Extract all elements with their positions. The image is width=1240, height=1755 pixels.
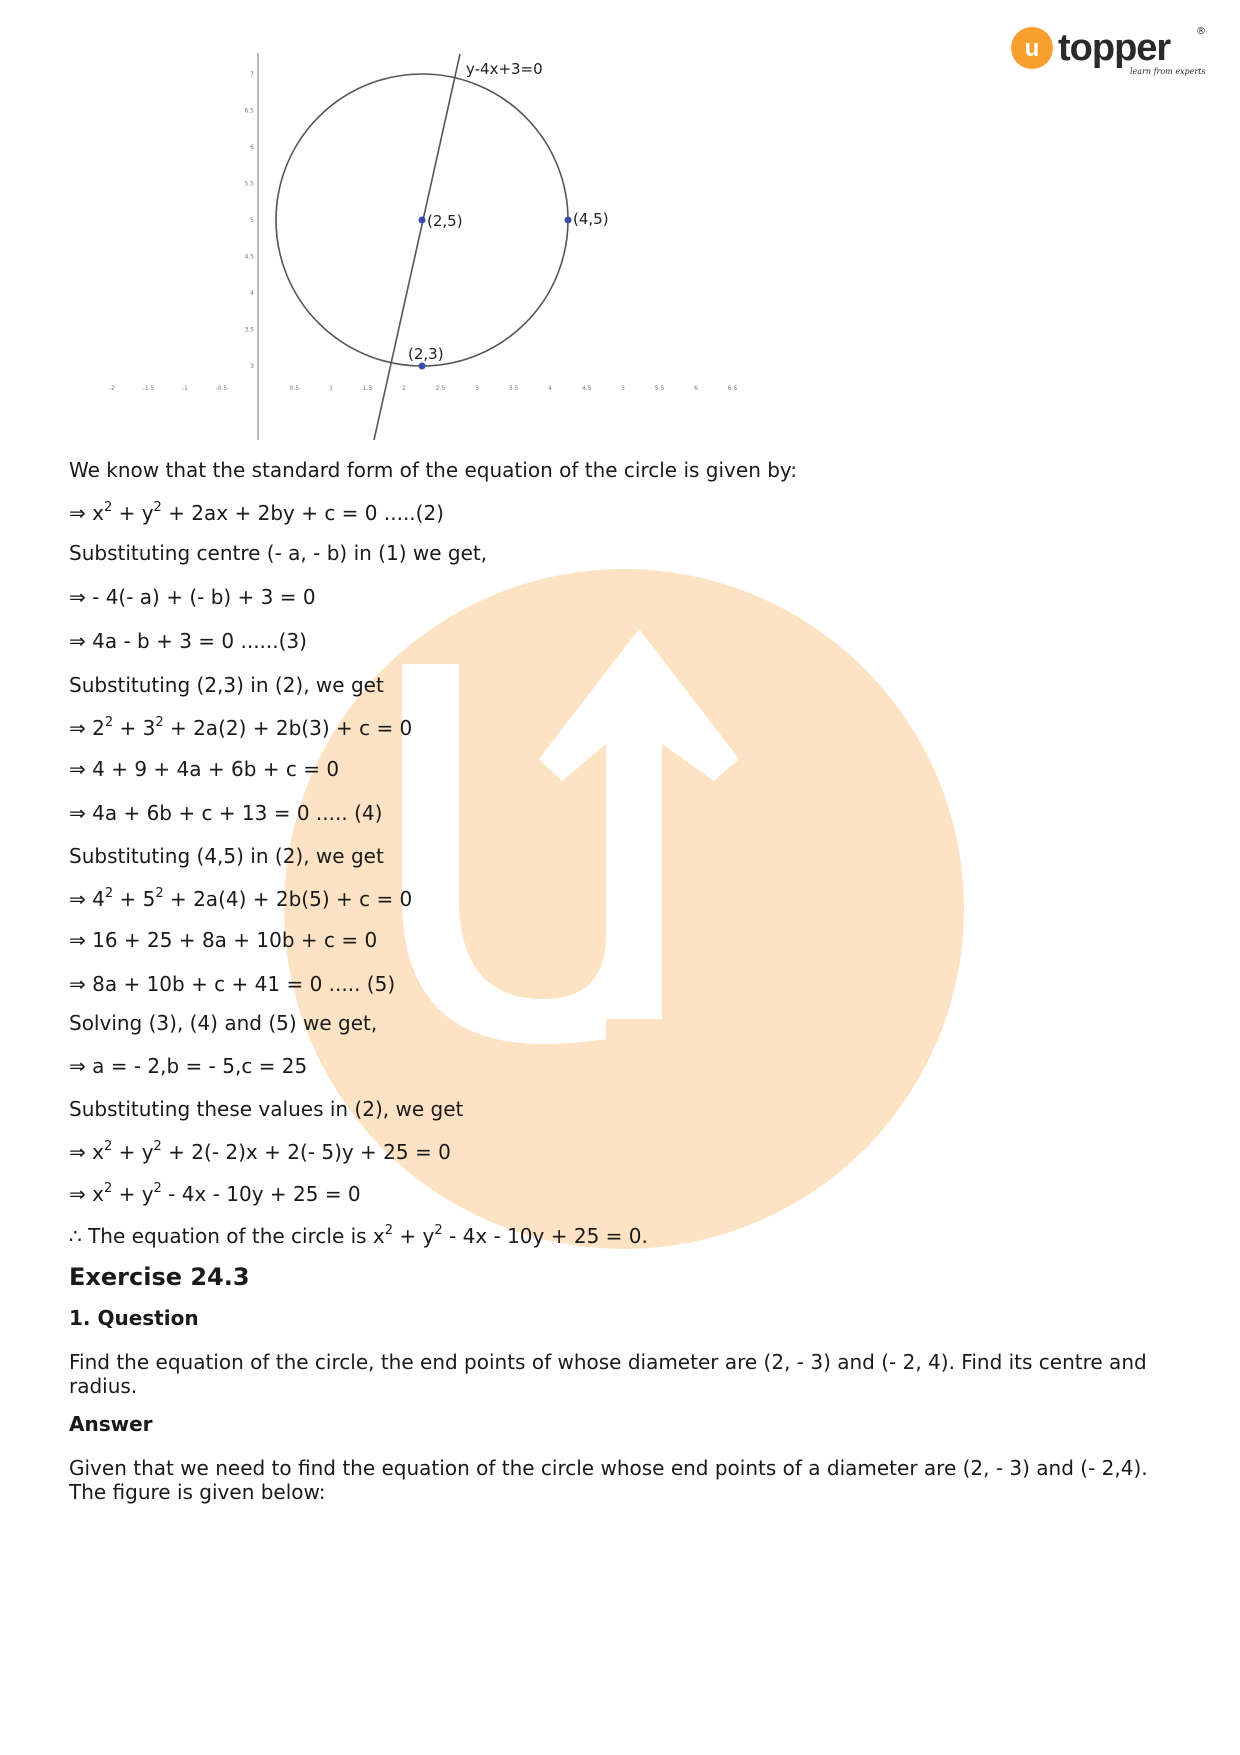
exponent: 2	[155, 886, 164, 902]
equation-4-5-a	[69, 887, 1179, 911]
equation-2-3-b: ⇒ 4 + 9 + 4a + 6b + c = 0	[69, 757, 340, 781]
y-tick-label: 3	[250, 363, 254, 370]
logo-tagline: learn from experts	[1130, 67, 1206, 76]
exponent: 2	[153, 1139, 162, 1155]
exercise-title: Exercise 24.3	[69, 1263, 250, 1291]
x-tick-label: 1.5	[362, 385, 373, 392]
exponent: 2	[103, 1139, 113, 1155]
eq-part: ⇒ x	[69, 1182, 104, 1206]
line-label: y-4x+3=0	[466, 60, 543, 78]
x-tick-label: 4.5	[581, 385, 592, 392]
x-tick-label: 2.5	[435, 385, 446, 392]
exponent: 2	[104, 886, 114, 902]
equation-final-b	[69, 1182, 1179, 1206]
y-tick-label: 5.5	[244, 180, 254, 188]
eq-part: + y	[393, 1224, 435, 1248]
solution-values: ⇒ a = - 2,b = - 5,c = 25	[69, 1054, 308, 1078]
y-axis-ticks	[244, 71, 254, 370]
eq-part: ⇒ x	[69, 1140, 104, 1164]
question-label: 1. Question	[69, 1306, 199, 1330]
y-tick-label: 5	[250, 217, 254, 224]
equation-3: ⇒ 4a - b + 3 = 0 ......(3)	[69, 629, 307, 653]
substitute-values-text: Substituting these values in (2), we get	[69, 1097, 464, 1121]
eq-part: + 3	[113, 716, 156, 740]
y-tick-label: 6	[250, 144, 254, 151]
circle-graph	[88, 48, 808, 448]
conclusion-text	[69, 1224, 1179, 1248]
x-tick-label: 5.5	[654, 385, 665, 392]
eq-part: - 4x - 10y + 25 = 0	[161, 1182, 361, 1206]
secant-line	[374, 54, 460, 440]
x-axis-ticks	[109, 385, 737, 392]
point-label-4-5: (4,5)	[573, 210, 609, 228]
x-tick-label: 2	[402, 385, 406, 392]
x-tick-label: 6	[694, 385, 698, 392]
x-tick-label: 4	[548, 385, 552, 392]
solving-text: Solving (3), (4) and (5) we get,	[69, 1011, 378, 1035]
point-4-5	[565, 217, 572, 224]
exponent: 2	[103, 1181, 113, 1197]
exponent: 2	[434, 1223, 443, 1239]
topper-logo	[1010, 22, 1210, 82]
intro-text: We know that the standard form of the equation of the circle is given by:	[69, 458, 798, 482]
logo-registered-mark: ®	[1196, 26, 1206, 37]
eq-part: + 2ax + 2by + c = 0 .....(2)	[161, 501, 444, 525]
equation-2	[69, 501, 1179, 525]
eq-part: + y	[112, 1140, 154, 1164]
x-tick-label: -0.5	[215, 385, 228, 392]
y-tick-label: 3.5	[244, 326, 254, 334]
point-2-5	[419, 217, 426, 224]
exponent: 2	[103, 500, 113, 516]
point-label-2-5: (2,5)	[427, 212, 463, 230]
point-2-3	[419, 363, 426, 370]
x-tick-label: 3	[475, 385, 479, 392]
x-tick-label: 6.5	[727, 385, 738, 392]
equation-4-5-b: ⇒ 16 + 25 + 8a + 10b + c = 0	[69, 928, 378, 952]
exponent: 2	[155, 715, 164, 731]
answer-text: Given that we need to find the equation of the circle whose end points of a diameter are (2, - 3) and (- 2,4). The figure is given below:	[69, 1456, 1148, 1504]
y-tick-label: 4.5	[244, 253, 254, 261]
eq-part: + 2a(2) + 2b(3) + c = 0	[163, 716, 413, 740]
y-tick-label: 6.5	[244, 107, 254, 115]
eq-part: + 2a(4) + 2b(5) + c = 0	[163, 887, 413, 911]
x-tick-label: -2	[109, 385, 115, 392]
equation-5: ⇒ 8a + 10b + c + 41 = 0 ..... (5)	[69, 972, 396, 996]
question-text: Find the equation of the circle, the end points of whose diameter are (2, - 3) and (- 2, 4). Find its centre and radius.	[69, 1350, 1147, 1398]
y-tick-label: 4	[250, 290, 254, 297]
eq-part: ⇒ x	[69, 501, 104, 525]
equation-4: ⇒ 4a + 6b + c + 13 = 0 ..... (4)	[69, 801, 383, 825]
x-tick-label: -1.5	[142, 385, 155, 392]
x-tick-label: 0.5	[289, 385, 300, 392]
eq-part: ⇒ 4	[69, 887, 105, 911]
point-label-2-3: (2,3)	[408, 345, 444, 363]
eq-part: + 5	[113, 887, 156, 911]
y-tick-label: 7	[250, 71, 254, 78]
eq-part: - 4x - 10y + 25 = 0.	[442, 1224, 648, 1248]
eq-part: ⇒ 2	[69, 716, 105, 740]
exponent: 2	[104, 715, 114, 731]
x-tick-label: 3.5	[508, 385, 519, 392]
equation-final-a	[69, 1140, 1179, 1164]
substitute-centre-text: Substituting centre (- a, - b) in (1) we get,	[69, 541, 488, 565]
eq-part: + 2(- 2)x + 2(- 5)y + 25 = 0	[161, 1140, 451, 1164]
answer-label: Answer	[69, 1412, 153, 1436]
solution-content	[69, 458, 1179, 1504]
x-tick-label: 1	[329, 385, 333, 392]
eq-part: + y	[112, 501, 154, 525]
eq-part: ∴ The equation of the circle is x	[69, 1224, 385, 1248]
substitute-4-5-text: Substituting (4,5) in (2), we get	[69, 844, 384, 868]
equation-centre: ⇒ - 4(- a) + (- b) + 3 = 0	[69, 585, 316, 609]
exponent: 2	[153, 1181, 162, 1197]
x-tick-label: 5	[621, 385, 625, 392]
substitute-2-3-text: Substituting (2,3) in (2), we get	[69, 673, 384, 697]
equation-2-3-a	[69, 716, 1179, 740]
exponent: 2	[384, 1223, 394, 1239]
logo-brand-text: topper	[1058, 27, 1171, 69]
exponent: 2	[153, 500, 162, 516]
logo-icon-letter: u	[1024, 35, 1040, 62]
x-tick-label: -1	[182, 385, 188, 392]
eq-part: + y	[112, 1182, 154, 1206]
